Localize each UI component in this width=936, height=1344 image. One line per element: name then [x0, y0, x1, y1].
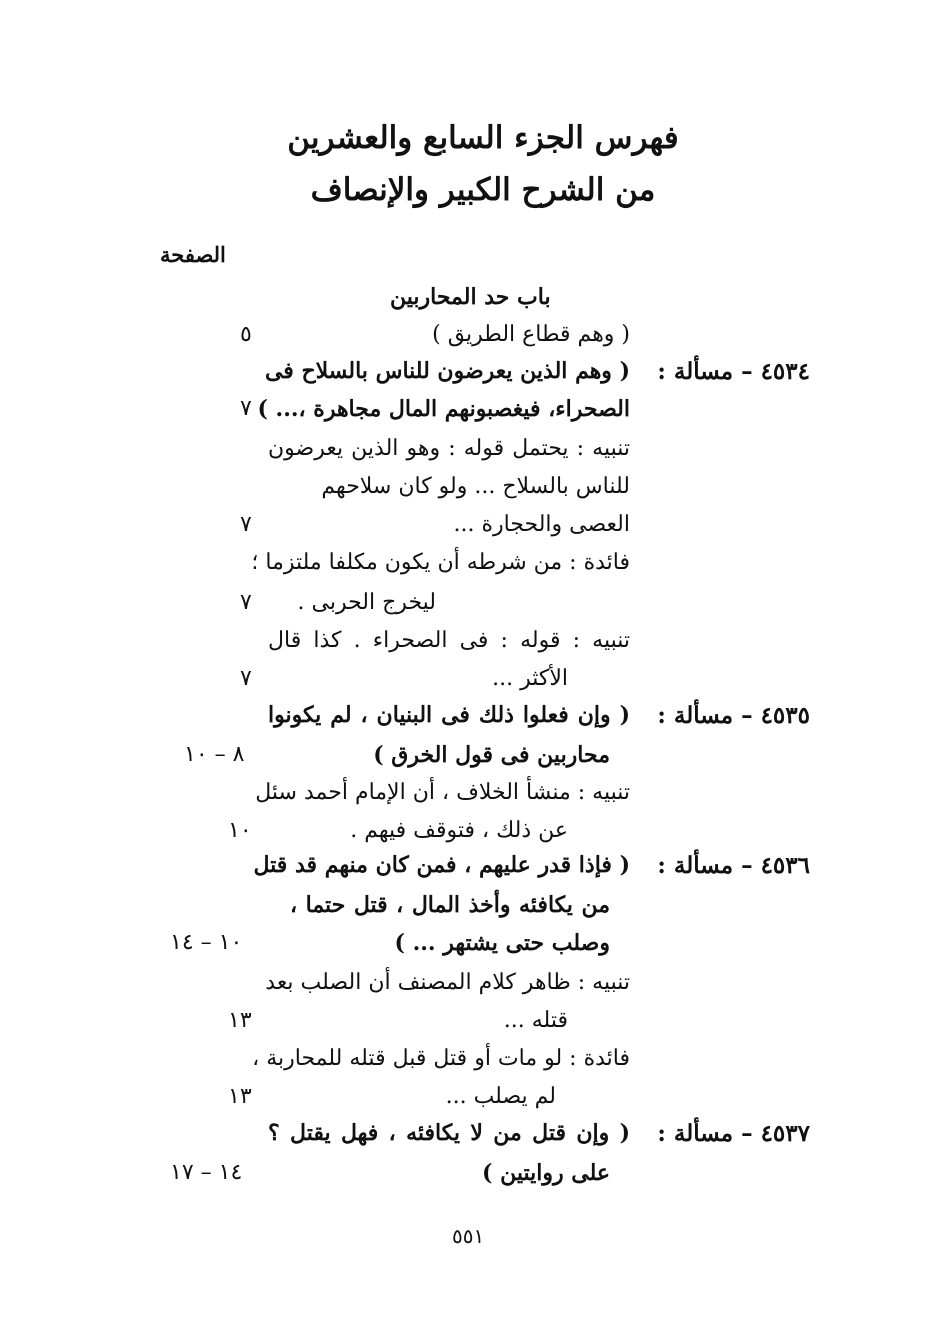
index-line: ( وإن قتل من لا يكافئه ، فهل يقتل ؟ — [268, 1120, 630, 1146]
page-number: ٥٥١ — [452, 1224, 485, 1248]
index-page-ref: ٥ — [240, 322, 252, 347]
index-page-ref: ٨ – ١٠ — [184, 742, 245, 767]
index-line: وصلب حتى يشتهر ... ) — [394, 930, 610, 956]
index-line: تنبيه : يحتمل قوله : وهو الذين يعرضون — [268, 436, 630, 461]
index-page-ref: ٧ — [240, 590, 252, 615]
index-line: ( وهم الذين يعرضون للناس بالسلاح فى — [264, 358, 630, 384]
entry-label: ٤٥٣٥ – مسألة : — [657, 702, 810, 729]
index-line: ليخرج الحربى . — [297, 590, 436, 615]
page-title-line-1: فهرس الجزء السابع والعشرين — [287, 120, 679, 156]
index-page-ref: ٧ — [240, 666, 252, 691]
index-line: قتله ... — [503, 1008, 568, 1033]
index-line: تنبيه : منشأ الخلاف ، أن الإمام أحمد سئل — [255, 780, 630, 805]
index-line: فائدة : لو مات أو قتل قبل قتله للمحاربة ، — [252, 1046, 630, 1071]
index-line: ( وهم قطاع الطريق ) — [432, 322, 630, 347]
index-line: العصى والحجارة ... — [453, 512, 630, 537]
page-title-line-2: من الشرح الكبير والإنصاف — [310, 172, 656, 208]
index-line: فائدة : من شرطه أن يكون مكلفا ملتزما ؛ — [251, 550, 630, 575]
index-page-ref: ١٤ – ١٧ — [170, 1160, 243, 1185]
index-line: الأكثر ... — [492, 666, 568, 691]
index-page-ref: ١٠ – ١٤ — [170, 930, 243, 955]
entry-label: ٤٥٣٦ – مسألة : — [657, 852, 810, 879]
index-line: لم يصلب ... — [445, 1084, 556, 1109]
index-line: الصحراء، فيغصبونهم المال مجاهرة ،... ) — [257, 396, 630, 422]
index-line: تنبيه : ظاهر كلام المصنف أن الصلب بعد — [265, 970, 630, 995]
index-line: تنبيه : قوله : فى الصحراء . كذا قال — [268, 628, 630, 653]
index-page-ref: ١٣ — [228, 1008, 252, 1033]
index-line: من يكافئه وأخذ المال ، قتل حتما ، — [290, 892, 610, 918]
entry-label: ٤٥٣٧ – مسألة : — [657, 1120, 810, 1147]
index-line: للناس بالسلاح ... ولو كان سلاحهم — [321, 474, 630, 499]
section-heading: باب حد المحاربين — [390, 284, 551, 310]
index-line: على روايتين ) — [482, 1160, 610, 1186]
entry-label: ٤٥٣٤ – مسألة : — [657, 358, 810, 385]
index-page-ref: ١٣ — [228, 1084, 252, 1109]
index-page-ref: ١٠ — [228, 818, 252, 843]
column-header-page: الصفحة — [160, 242, 226, 267]
index-page-ref: ٧ — [240, 512, 252, 537]
index-line: ( وإن فعلوا ذلك فى البنيان ، لم يكونوا — [268, 702, 630, 728]
index-line: ( فإذا قدر عليهم ، فمن كان منهم قد قتل — [253, 852, 630, 878]
index-line: عن ذلك ، فتوقف فيهم . — [350, 818, 568, 843]
index-line: محاربين فى قول الخرق ) — [373, 742, 610, 768]
index-page-ref: ٧ — [240, 396, 252, 421]
